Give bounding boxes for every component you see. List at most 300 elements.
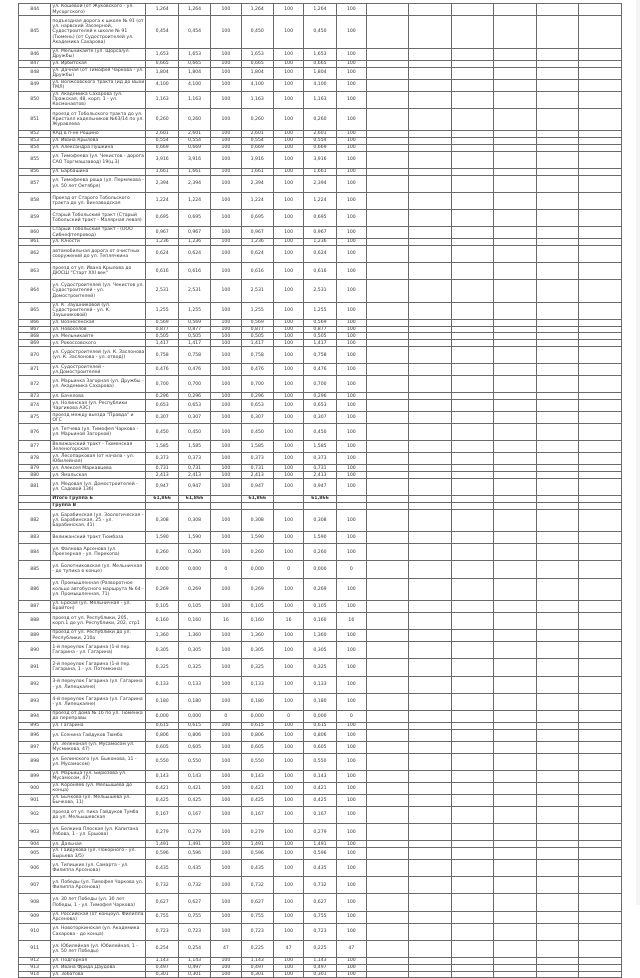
value-cell: 0,505 xyxy=(241,333,273,340)
value-cell: 0,616 xyxy=(304,263,336,280)
empty-cell xyxy=(409,794,451,806)
value-cell: 1,224 xyxy=(241,192,273,209)
value-cell: 0,269 xyxy=(241,578,273,600)
table-row xyxy=(19,710,622,722)
value-cell: 1,417 xyxy=(178,340,210,347)
empty-cell xyxy=(579,894,622,911)
value-cell: 1,491 xyxy=(146,841,178,848)
value-cell: 1,804 xyxy=(146,67,178,79)
value-cell: 100 xyxy=(336,137,366,144)
empty-cell xyxy=(409,400,451,412)
empty-cell xyxy=(494,940,536,957)
empty-cell xyxy=(494,502,536,509)
table-row xyxy=(19,860,622,877)
empty-cell xyxy=(494,239,536,246)
value-cell: 0,421 xyxy=(304,782,336,794)
road-name-cell: ул. Барбашина xyxy=(51,168,146,175)
row-number-cell: 907 xyxy=(19,877,51,894)
empty-cell xyxy=(409,957,451,964)
value-cell: 0 xyxy=(211,710,241,722)
value-cell: 0,301 xyxy=(178,971,210,978)
empty-cell xyxy=(367,209,409,226)
empty-cell xyxy=(536,894,578,911)
value-cell: 1,236 xyxy=(241,239,273,246)
value-cell: 0,554 xyxy=(146,137,178,144)
row-number-cell: 845 xyxy=(19,16,51,49)
table-row xyxy=(19,824,622,841)
empty-cell xyxy=(367,841,409,848)
empty-cell xyxy=(536,841,578,848)
table-row xyxy=(19,108,622,130)
empty-cell xyxy=(494,393,536,400)
row-number-cell: 873 xyxy=(19,393,51,400)
empty-cell xyxy=(367,453,409,465)
empty-cell xyxy=(409,472,451,479)
value-cell: 100 xyxy=(273,168,303,175)
value-cell: 0,596 xyxy=(304,848,336,860)
value-cell: 1,585 xyxy=(178,441,210,453)
empty-cell xyxy=(367,877,409,894)
value-cell: 100 xyxy=(273,841,303,848)
empty-cell xyxy=(536,227,578,239)
road-name-cell: ул. Юности xyxy=(51,239,146,246)
empty-cell xyxy=(494,137,536,144)
value-cell: 100 xyxy=(211,91,241,108)
empty-cell xyxy=(579,319,622,326)
empty-cell xyxy=(494,729,536,741)
value-cell: 100 xyxy=(211,841,241,848)
empty-cell xyxy=(367,239,409,246)
value-cell: 0,305 xyxy=(178,642,210,659)
value-cell: 100 xyxy=(211,302,241,319)
row-number-cell: 905 xyxy=(19,848,51,860)
empty-cell xyxy=(367,693,409,710)
empty-cell xyxy=(409,319,451,326)
value-cell: 100 xyxy=(273,108,303,130)
empty-cell xyxy=(579,971,622,978)
empty-cell xyxy=(536,347,578,364)
value-cell: 100 xyxy=(211,860,241,877)
value-cell: 0,550 xyxy=(178,753,210,770)
empty-cell xyxy=(494,16,536,49)
empty-cell xyxy=(451,131,493,138)
table-row xyxy=(19,877,622,894)
value-cell: 1,236 xyxy=(146,239,178,246)
value-cell xyxy=(273,502,303,509)
value-cell: 1,163 xyxy=(146,91,178,108)
value-cell: 100 xyxy=(273,911,303,923)
empty-cell xyxy=(409,168,451,175)
empty-cell xyxy=(451,710,493,722)
row-number-cell: 900 xyxy=(19,782,51,794)
value-cell: 0,105 xyxy=(178,600,210,612)
value-cell: 100 xyxy=(273,729,303,741)
value-cell: 0,947 xyxy=(304,479,336,496)
row-number-cell: 855 xyxy=(19,151,51,168)
value-cell: 0,616 xyxy=(178,263,210,280)
value-cell: 100 xyxy=(336,841,366,848)
value-cell: 0 xyxy=(336,710,366,722)
value-cell: 100 xyxy=(211,209,241,226)
value-cell: 100 xyxy=(211,364,241,376)
empty-cell xyxy=(579,693,622,710)
value-cell: 0,269 xyxy=(304,578,336,600)
empty-cell xyxy=(409,151,451,168)
empty-cell xyxy=(536,710,578,722)
empty-cell xyxy=(367,347,409,364)
value-cell: 100 xyxy=(273,209,303,226)
value-cell: 100 xyxy=(336,971,366,978)
value-cell: 1,417 xyxy=(241,340,273,347)
empty-cell xyxy=(494,848,536,860)
row-number-cell: 888 xyxy=(19,612,51,629)
road-name-cell: ул. Мельникайте (ул. Щорса/ул. Дружбы) xyxy=(51,48,146,60)
empty-cell xyxy=(579,877,622,894)
value-cell: 0,133 xyxy=(241,676,273,693)
empty-cell xyxy=(536,848,578,860)
empty-cell xyxy=(579,263,622,280)
value-cell: 100 xyxy=(273,302,303,319)
empty-cell xyxy=(409,364,451,376)
value-cell: 100 xyxy=(211,280,241,302)
table-row xyxy=(19,333,622,340)
road-name-cell: ул. Нолинская (ул. Республики Чаргикова АЗС) xyxy=(51,400,146,412)
value-cell: 0,695 xyxy=(146,209,178,226)
value-cell: 100 xyxy=(336,333,366,340)
row-number-cell: 853 xyxy=(19,137,51,144)
value-cell: 100 xyxy=(336,782,366,794)
value-cell: 100 xyxy=(273,144,303,151)
value-cell: 100 xyxy=(211,923,241,940)
value-cell: 0,755 xyxy=(304,911,336,923)
value-cell: 100 xyxy=(336,453,366,465)
road-name-cell: ул. Новоторкинская (ул. Академика Сахарова - до конца) xyxy=(51,923,146,940)
value-cell: 100 xyxy=(273,794,303,806)
empty-cell xyxy=(579,91,622,108)
row-number-cell xyxy=(19,502,51,509)
row-number-cell: 861 xyxy=(19,239,51,246)
empty-cell xyxy=(494,472,536,479)
value-cell: 0,260 xyxy=(304,108,336,130)
value-cell: 2,413 xyxy=(146,472,178,479)
value-cell: 100 xyxy=(211,741,241,753)
empty-cell xyxy=(579,79,622,91)
row-number-cell: 847 xyxy=(19,60,51,67)
value-cell: 0,806 xyxy=(146,729,178,741)
empty-cell xyxy=(367,302,409,319)
empty-cell xyxy=(451,144,493,151)
value-cell: 100 xyxy=(336,794,366,806)
value-cell: 1,491 xyxy=(241,841,273,848)
value-cell: 0,269 xyxy=(146,578,178,600)
value-cell: 0,627 xyxy=(178,894,210,911)
row-number-cell: 911 xyxy=(19,940,51,957)
value-cell: 0,624 xyxy=(178,245,210,262)
row-number-cell: 856 xyxy=(19,168,51,175)
value-cell: 1,491 xyxy=(178,841,210,848)
row-number-cell: 896 xyxy=(19,729,51,741)
value-cell: 0,624 xyxy=(146,245,178,262)
empty-cell xyxy=(536,722,578,729)
table-row xyxy=(19,209,622,226)
road-name-cell: Старый Тобольский тракт - (ООО Сибнефтепровод) xyxy=(51,227,146,239)
empty-cell xyxy=(409,659,451,676)
road-name-cell: 3-й переулок Гагарина (ул. Гагарина - ул. Липецкаяне) xyxy=(51,676,146,693)
empty-cell xyxy=(536,770,578,782)
value-cell: 0,308 xyxy=(241,509,273,531)
value-cell: 100 xyxy=(273,376,303,393)
empty-cell xyxy=(367,642,409,659)
value-cell: 0,732 xyxy=(304,877,336,894)
road-name-cell: ул. Ивана Крылова xyxy=(51,137,146,144)
empty-cell xyxy=(409,841,451,848)
empty-cell xyxy=(494,175,536,192)
empty-cell xyxy=(494,676,536,693)
value-cell: 100 xyxy=(336,16,366,49)
empty-cell xyxy=(409,578,451,600)
value-cell: 100 xyxy=(211,412,241,424)
empty-cell xyxy=(451,16,493,49)
empty-cell xyxy=(536,67,578,79)
empty-cell xyxy=(409,729,451,741)
value-cell: 0,000 xyxy=(241,561,273,578)
empty-cell xyxy=(451,911,493,923)
value-cell: 1,264 xyxy=(241,4,273,16)
value-cell: 1,491 xyxy=(304,841,336,848)
value-cell: 4,100 xyxy=(146,79,178,91)
empty-cell xyxy=(451,848,493,860)
table-row xyxy=(19,676,622,693)
row-number-cell: 882 xyxy=(19,509,51,531)
empty-cell xyxy=(536,911,578,923)
value-cell: 0,616 xyxy=(241,263,273,280)
empty-cell xyxy=(451,453,493,465)
empty-cell xyxy=(494,227,536,239)
value-cell: 100 xyxy=(273,923,303,940)
value-cell: 1,585 xyxy=(304,441,336,453)
empty-cell xyxy=(494,67,536,79)
row-number-cell xyxy=(19,496,51,503)
value-cell: 0,723 xyxy=(146,923,178,940)
empty-cell xyxy=(451,971,493,978)
empty-cell xyxy=(494,302,536,319)
value-cell: 1,360 xyxy=(146,630,178,642)
empty-cell xyxy=(409,48,451,60)
table-row xyxy=(19,894,622,911)
empty-cell xyxy=(494,693,536,710)
road-name-cell: автомобильная дорога от очистных сооружений до ул. Теплячкина xyxy=(51,245,146,262)
value-cell: 1,590 xyxy=(146,532,178,544)
value-cell: 1,417 xyxy=(146,340,178,347)
empty-cell xyxy=(451,923,493,940)
empty-cell xyxy=(579,676,622,693)
empty-cell xyxy=(451,940,493,957)
value-cell: 100 xyxy=(211,465,241,472)
row-number-cell: 904 xyxy=(19,841,51,848)
value-cell: 0,260 xyxy=(178,544,210,561)
value-cell: 100 xyxy=(273,532,303,544)
value-cell: 1,661 xyxy=(304,168,336,175)
empty-cell xyxy=(579,108,622,130)
value-cell: 0,308 xyxy=(304,509,336,531)
empty-cell xyxy=(536,741,578,753)
empty-cell xyxy=(409,911,451,923)
value-cell: 100 xyxy=(273,894,303,911)
road-name-cell: ул. Есенина Гайдуков Тюмба xyxy=(51,729,146,741)
empty-cell xyxy=(579,192,622,209)
empty-cell xyxy=(536,659,578,676)
table-row xyxy=(19,144,622,151)
row-number-cell: 875 xyxy=(19,412,51,424)
empty-cell xyxy=(536,91,578,108)
empty-cell xyxy=(367,806,409,823)
value-cell: 0,615 xyxy=(146,722,178,729)
empty-cell xyxy=(367,319,409,326)
empty-cell xyxy=(579,144,622,151)
empty-cell xyxy=(367,729,409,741)
road-name-cell: ул. Российская (от концоул. Филиппа Арсенова) xyxy=(51,911,146,923)
value-cell: 2,394 xyxy=(178,175,210,192)
value-cell: 1,224 xyxy=(146,192,178,209)
value-cell xyxy=(336,496,366,503)
empty-cell xyxy=(409,453,451,465)
value-cell: 100 xyxy=(273,67,303,79)
value-cell: 100 xyxy=(211,16,241,49)
value-cell: 0,758 xyxy=(178,347,210,364)
value-cell: 0,967 xyxy=(178,227,210,239)
value-cell: 1,224 xyxy=(304,192,336,209)
empty-cell xyxy=(579,710,622,722)
road-name-cell: ул. Медовая (ул. Домостроителей - ул. Садовой 13б) xyxy=(51,479,146,496)
empty-cell xyxy=(409,940,451,957)
value-cell: 1,236 xyxy=(304,239,336,246)
empty-cell xyxy=(494,630,536,642)
value-cell: 100 xyxy=(336,578,366,600)
row-number-cell: 906 xyxy=(19,860,51,877)
value-cell: 0,425 xyxy=(146,794,178,806)
value-cell: 100 xyxy=(336,472,366,479)
empty-cell xyxy=(367,676,409,693)
empty-cell xyxy=(367,91,409,108)
empty-cell xyxy=(579,509,622,531)
empty-cell xyxy=(536,412,578,424)
empty-cell xyxy=(494,509,536,531)
value-cell: 0,554 xyxy=(304,137,336,144)
value-cell: 2,531 xyxy=(146,280,178,302)
value-cell: 0,000 xyxy=(241,710,273,722)
table-row xyxy=(19,364,622,376)
value-cell: 0,695 xyxy=(304,209,336,226)
value-cell: 100 xyxy=(273,630,303,642)
value-cell: 100 xyxy=(211,227,241,239)
empty-cell xyxy=(367,192,409,209)
value-cell: 0,279 xyxy=(241,824,273,841)
empty-cell xyxy=(536,940,578,957)
value-cell: 100 xyxy=(273,453,303,465)
value-cell: 100 xyxy=(273,741,303,753)
value-cell: 0,731 xyxy=(178,465,210,472)
road-name-cell: ул. Гагарина xyxy=(51,722,146,729)
empty-cell xyxy=(494,209,536,226)
row-number-cell: 913 xyxy=(19,964,51,971)
empty-cell xyxy=(579,561,622,578)
road-name-cell: ул. Судостроителей - ул.Домостроителей xyxy=(51,364,146,376)
empty-cell xyxy=(579,376,622,393)
empty-cell xyxy=(494,326,536,333)
value-cell: 0,160 xyxy=(241,612,273,629)
empty-cell xyxy=(536,544,578,561)
value-cell: 100 xyxy=(336,806,366,823)
row-number-cell: 872 xyxy=(19,376,51,393)
empty-cell xyxy=(409,347,451,364)
empty-cell xyxy=(494,860,536,877)
empty-cell xyxy=(409,642,451,659)
row-number-cell: 860 xyxy=(19,227,51,239)
row-number-cell: 893 xyxy=(19,693,51,710)
value-cell: 1,804 xyxy=(178,67,210,79)
value-cell: 100 xyxy=(273,131,303,138)
empty-cell xyxy=(451,263,493,280)
empty-cell xyxy=(367,496,409,503)
empty-cell xyxy=(451,753,493,770)
empty-cell xyxy=(579,60,622,67)
empty-cell xyxy=(451,91,493,108)
row-number-cell: 857 xyxy=(19,175,51,192)
empty-cell xyxy=(451,509,493,531)
row-number-cell: 881 xyxy=(19,479,51,496)
empty-cell xyxy=(409,722,451,729)
value-cell: 0,305 xyxy=(304,642,336,659)
road-name-cell: Старый Тобольский тракт (Старый Тобольский тракт - Малярная левая) xyxy=(51,209,146,226)
empty-cell xyxy=(494,479,536,496)
value-cell: 100 xyxy=(211,894,241,911)
empty-cell xyxy=(367,630,409,642)
road-name-cell: 1-й переулок Гагарина (1-й пер. Гагарина - ул. Гагарина) xyxy=(51,642,146,659)
value-cell: 0,105 xyxy=(304,600,336,612)
empty-cell xyxy=(367,479,409,496)
empty-cell xyxy=(367,894,409,911)
value-cell: 100 xyxy=(211,693,241,710)
value-cell: 0,133 xyxy=(178,676,210,693)
empty-cell xyxy=(451,239,493,246)
value-cell: 0,497 xyxy=(178,964,210,971)
empty-cell xyxy=(451,67,493,79)
value-cell: 0,373 xyxy=(178,453,210,465)
empty-cell xyxy=(367,612,409,629)
value-cell: 100 xyxy=(273,971,303,978)
empty-cell xyxy=(536,209,578,226)
empty-cell xyxy=(409,676,451,693)
value-cell: 100 xyxy=(273,16,303,49)
empty-cell xyxy=(367,137,409,144)
empty-cell xyxy=(409,782,451,794)
road-name-cell: проезд между вьезда "Правда" и ОГС xyxy=(51,412,146,424)
row-number-cell: 883 xyxy=(19,532,51,544)
value-cell: 100 xyxy=(273,782,303,794)
road-name-cell: ул. Мельникайте xyxy=(51,333,146,340)
value-cell: 0,615 xyxy=(241,722,273,729)
value-cell: 0,000 xyxy=(304,710,336,722)
value-cell: 0,143 xyxy=(304,770,336,782)
empty-cell xyxy=(451,770,493,782)
row-number-cell: 910 xyxy=(19,923,51,940)
road-name-cell: проезд от ул. пика Гайдуков Тумба до ул. Мельышевская xyxy=(51,806,146,823)
road-name-cell: проезд от Тобольского тракта до ул. Кристалл кадельников №63/14 по ул. Журавлева xyxy=(51,108,146,130)
empty-cell xyxy=(409,333,451,340)
empty-cell xyxy=(451,340,493,347)
road-name-cell: Велижанский тракт - Тюменская Зеленогорская xyxy=(51,441,146,453)
table-row xyxy=(19,509,622,531)
